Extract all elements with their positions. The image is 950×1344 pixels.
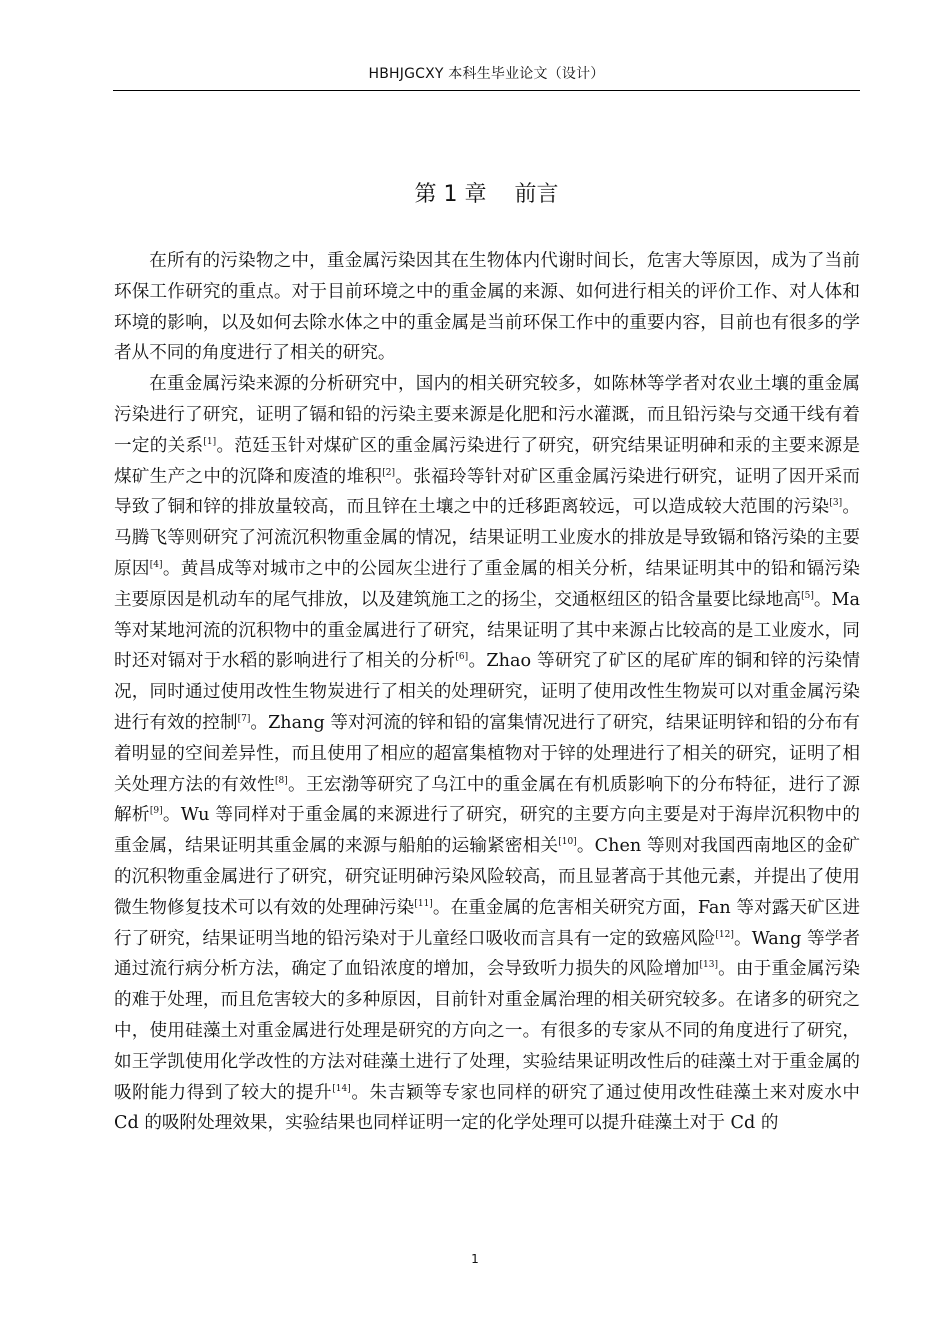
- citation-ref: [9]: [149, 806, 163, 817]
- page-header: HBHJGCXY 本科生毕业论文（设计）: [368, 66, 605, 82]
- citation-ref: [1]: [203, 436, 217, 447]
- citation-ref: [10]: [558, 837, 577, 848]
- citation-ref: [3]: [829, 498, 843, 509]
- citation-ref: [7]: [237, 714, 251, 725]
- header-rule: [113, 90, 860, 91]
- text-segment: 。张福玲等针对矿区重金属污染进行研究，证明了因开采而导致了铜和锌的排放量较高，而且锌在土壤之中的迁移距离较远，可以造成较大范围的污染: [114, 466, 860, 518]
- text-segment: 。Wu 等同样对于重金属的来源进行了研究，研究的主要方向主要是对于海岸沉积物中的重金属，结果证明其重金属的来源与船舶的运输紧密相关: [114, 805, 860, 857]
- citation-ref: [6]: [455, 652, 469, 663]
- body-text: [114, 246, 860, 1139]
- chapter-title: 第 1 章 前言: [414, 182, 559, 207]
- citation-ref: [13]: [699, 960, 719, 971]
- text-segment: 。马腾飞等则研究了河流沉积物重金属的情况，结果证明工业废水的排放是导致镉和铬污染的主要原因: [114, 497, 860, 579]
- citation-ref: [8]: [274, 775, 288, 786]
- text-segment: 在重金属污染来源的分析研究中，国内的相关研究较多，如陈林等学者对农业土壤的重金属污染进行了研究，证明了镉和铅的污染主要来源是化肥和污水灌溉，而且铅污染与交通干线有着一定的关系: [114, 374, 860, 456]
- text-segment: 。黄昌成等对城市之中的公园灰尘进行了重金属的相关分析，结果证明其中的铅和镉污染主要原因是机动车的尾气排放，以及建筑施工之的扬尘，交通枢纽区的铅含量要比绿地高: [114, 558, 860, 610]
- page-number: 1: [471, 1252, 479, 1266]
- text-segment: 。在重金属的危害相关研究方面，Fan 等对露天矿区进行了研究，结果证明当地的铅污染对于儿童经口吸收而言具有一定的致癌风险: [114, 897, 860, 949]
- text-segment: 。Zhao 等研究了矿区的尾矿库的铜和锌的污染情况，同时通过使用改性生物炭进行了相关的处理研究，证明了使用改性生物炭可以对重金属污染进行有效的控制: [114, 651, 860, 733]
- text-segment: 。范廷玉针对煤矿区的重金属污染进行了研究，研究结果证明砷和汞的主要来源是煤矿生产之中的沉降和废渣的堆积: [114, 435, 860, 487]
- text-segment: 。朱吉颖等专家也同样的研究了通过使用改性硅藻土来对废水中 Cd 的吸附处理效果，实验结果也同样证明一定的化学处理可以提升硅藻土对于 Cd 的: [114, 1082, 860, 1134]
- text-segment: 。Ma 等对某地河流的沉积物中的重金属进行了研究，结果证明了其中来源占比较高的是工业废水，同时还对镉对于水稻的影响进行了相关的分析: [114, 589, 860, 672]
- text-segment: 。Zhang 等对河流的锌和铅的富集情况进行了研究，结果证明锌和铅的分布有着明显的空间差异性，而且使用了相应的超富集植物对于锌的处理进行了相关的研究，证明了相关处理方法的有效性: [114, 712, 860, 795]
- text-segment: 。Chen 等则对我国西南地区的金矿的沉积物重金属进行了研究，研究证明砷污染风险较高，而且显著高于其他元素，并提出了使用微生物修复技术可以有效的处理砷污染: [114, 836, 860, 918]
- paragraph-1: 在所有的污染物之中，重金属污染因其在生物体内代谢时间长，危害大等原因，成为了当前环保工作研究的重点。对于目前环境之中的重金属的来源、如何进行相关的评价工作、对人体和环境的影响，以及如何去除水体之中的重金属是当前环保工作中的重要内容，目前也有很多的学者从不同的角度进行了相关的研究。: [114, 251, 860, 364]
- citation-ref: [11]: [414, 898, 433, 909]
- citation-ref: [12]: [715, 929, 734, 940]
- citation-ref: [4]: [149, 560, 163, 571]
- citation-ref: [14]: [332, 1083, 351, 1094]
- text-segment: 。Wang 等学者通过流行病分析方法，确定了血铅浓度的增加，会导致听力损失的风险增加: [114, 928, 860, 980]
- citation-ref: [5]: [801, 590, 814, 601]
- citation-ref: [2]: [382, 467, 396, 478]
- paragraph-2: [114, 369, 860, 1139]
- text-segment: 。王宏渤等研究了乌江中的重金属在有机质影响下的分布特征，进行了源解析: [114, 774, 860, 826]
- text-segment: 。由于重金属污染的难于处理，而且危害较大的多种原因，目前针对重金属治理的相关研究较多。在诸多的研究之中，使用硅藻土对重金属进行处理是研究的方向之一。有很多的专家从不同的角度进行了研究，如王学凯使用化学改性的方法对硅藻土进行了处理，实验结果证明改性后的硅藻土对于重金属的吸附能力得到了较大的提升: [114, 959, 860, 1103]
